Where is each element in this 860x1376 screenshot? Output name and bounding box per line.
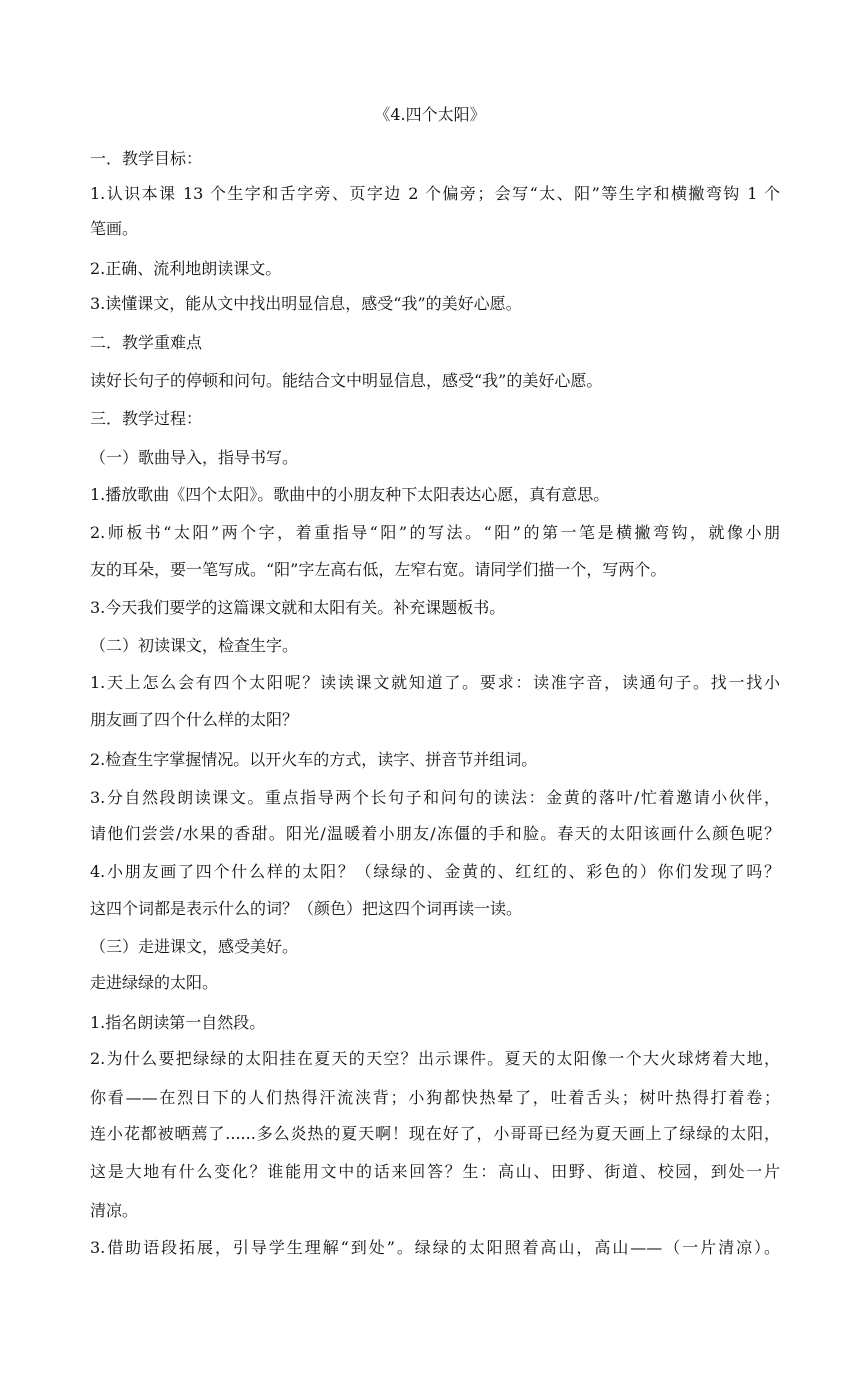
paragraph-line: 4.小朋友画了四个什么样的太阳？（绿绿的、金黄的、红红的、彩色的）你们发现了吗？ — [90, 862, 780, 881]
document-title: 《4.四个太阳》 — [374, 105, 486, 124]
paragraph-line: 1.指名朗读第一自然段。 — [90, 1013, 266, 1032]
paragraph-line: 走进绿绿的太阳。 — [90, 973, 219, 992]
paragraph-line: 清凉。 — [90, 1201, 139, 1220]
paragraph-line: 友的耳朵，要一笔写成。“阳”字左高右低，左窄右宽。请同学们描一个，写两个。 — [90, 560, 667, 579]
paragraph-line: 2.为什么要把绿绿的太阳挂在夏天的天空？出示课件。夏天的太阳像一个大火球烤着大地， — [90, 1049, 780, 1068]
paragraph-line: 1.天上怎么会有四个太阳呢？读读课文就知道了。要求：读准字音，读通句子。找一找小 — [90, 673, 780, 692]
paragraph-line: 2.检查生字掌握情况。以开火车的方式，读字、拼音节并组词。 — [90, 750, 538, 769]
paragraph-line: 2.正确、流利地朗读课文。 — [90, 259, 282, 278]
paragraph-line: （三）走进课文，感受美好。 — [90, 937, 299, 956]
paragraph-line: 笔画。 — [90, 219, 139, 238]
paragraph-line: 一．教学目标： — [90, 149, 203, 168]
paragraph-line: 连小花都被晒蔫了......多么炎热的夏天啊！现在好了，小哥哥已经为夏天画上了绿绿的太阳， — [90, 1124, 780, 1143]
paragraph-line: 二．教学重难点 — [90, 333, 203, 352]
paragraph-line: （二）初读课文，检查生字。 — [90, 636, 299, 655]
paragraph-line: 请他们尝尝/水果的香甜。阳光/温暖着小朋友/冻僵的手和脸。春天的太阳该画什么颜色呢？ — [90, 824, 780, 843]
paragraph-line: 朋友画了四个什么样的太阳？ — [90, 710, 299, 729]
paragraph-line: 3.今天我们要学的这篇课文就和太阳有关。补充课题板书。 — [90, 598, 506, 617]
paragraph-line: 你看——在烈日下的人们热得汗流浃背；小狗都快热晕了，吐着舌头；树叶热得打着卷； — [90, 1088, 780, 1107]
paragraph-line: 2.师板书“太阳”两个字，着重指导“阳”的写法。“阳”的第一笔是横撇弯钩，就像小朋 — [90, 523, 780, 542]
paragraph-line: 3.借助语段拓展，引导学生理解“到处”。绿绿的太阳照着高山，高山——（一片清凉）。 — [90, 1238, 780, 1257]
paragraph-line: 1.播放歌曲《四个太阳》。歌曲中的小朋友种下太阳表达心愿，真有意思。 — [90, 485, 610, 504]
paragraph-line: 这四个词都是表示什么的词？（颜色）把这四个词再读一读。 — [90, 899, 523, 918]
paragraph-line: 读好长句子的停顿和问句。能结合文中明显信息，感受“我”的美好心愿。 — [90, 371, 603, 390]
paragraph-line: 这是大地有什么变化？谁能用文中的话来回答？生：高山、田野、街道、校园，到处一片 — [90, 1162, 780, 1181]
paragraph-line: 3.读懂课文，能从文中找出明显信息，感受“我”的美好心愿。 — [90, 294, 522, 313]
paragraph-line: 3.分自然段朗读课文。重点指导两个长句子和问句的读法：金黄的落叶/忙着邀请小伙伴， — [90, 788, 780, 807]
paragraph-line: 三．教学过程： — [90, 409, 203, 428]
paragraph-line: （一）歌曲导入，指导书写。 — [90, 448, 299, 467]
paragraph-line: 1.认识本课 13 个生字和舌字旁、页字边 2 个偏旁；会写“太、阳”等生字和横撇弯钩 1 个 — [90, 184, 780, 203]
